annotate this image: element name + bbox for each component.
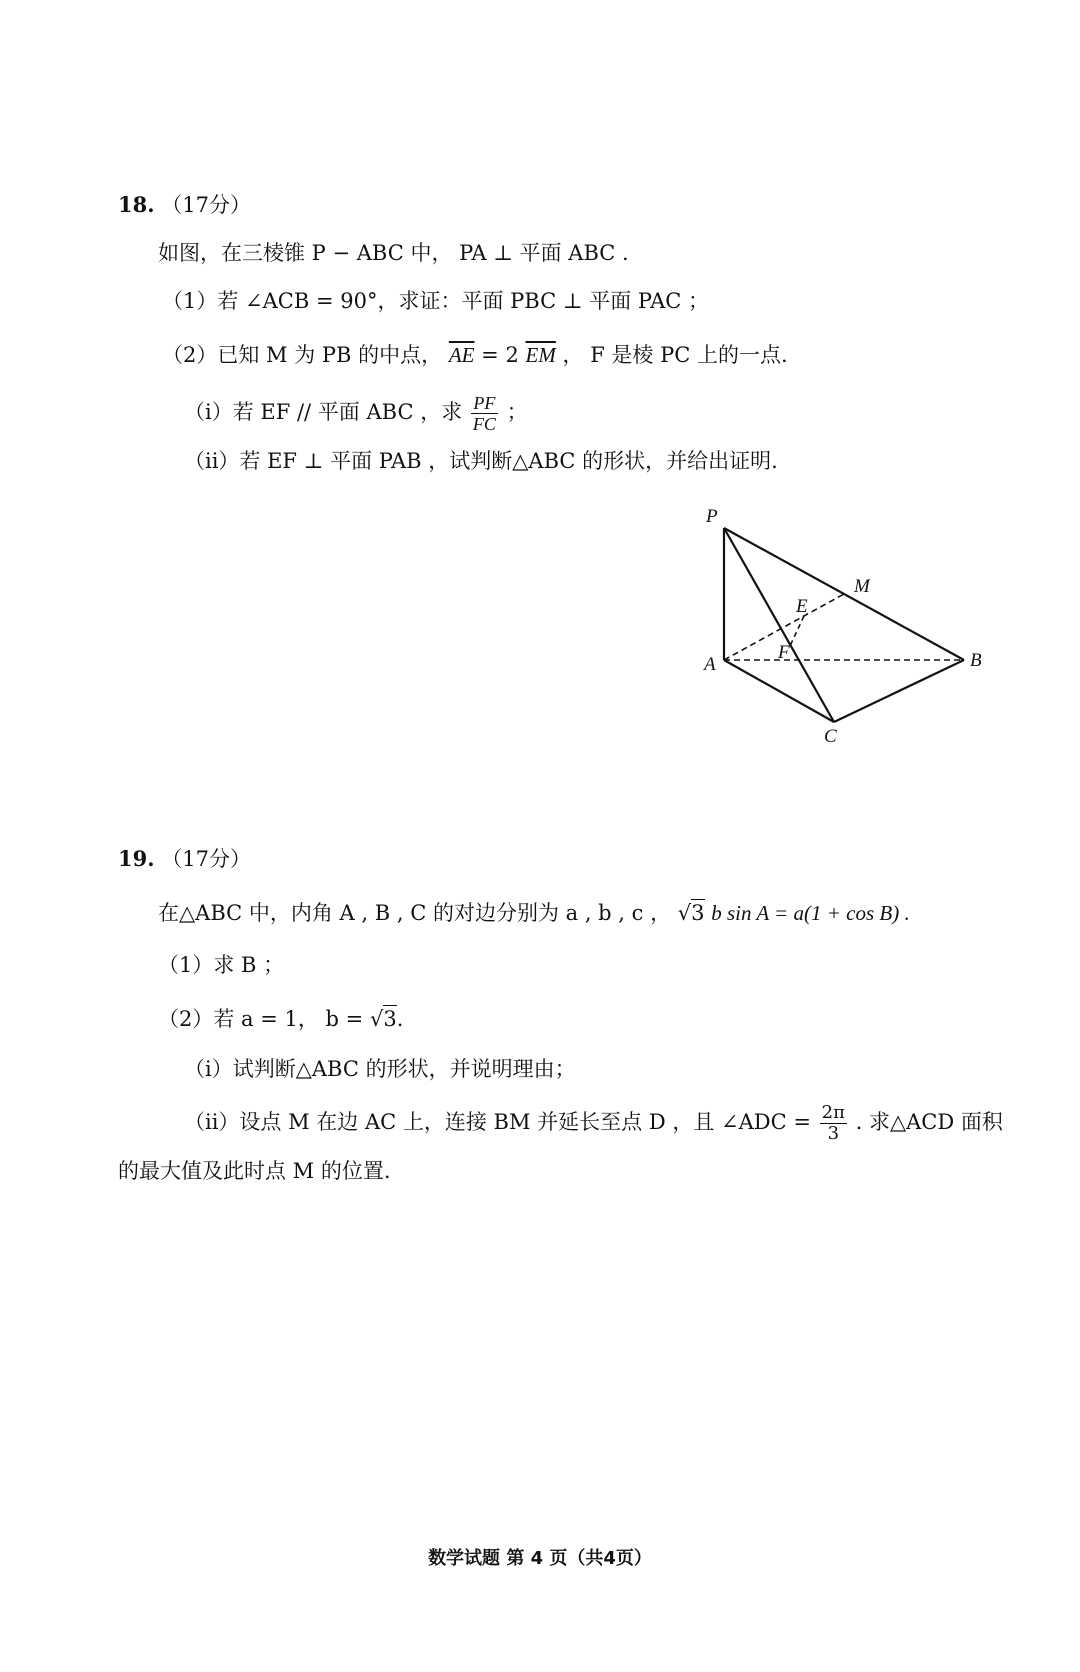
edge-bc <box>834 660 964 722</box>
q19-fraction-denominator: 3 <box>827 1123 840 1144</box>
label-f: F <box>778 642 790 663</box>
q19-part2-text-a: （2）若 a = 1， b = <box>158 1007 370 1031</box>
q19-header <box>118 844 251 874</box>
q19-score: （17分） <box>161 847 251 871</box>
q19-number: 19. <box>118 846 155 871</box>
q19-part2-sqrt-radicand: 3 <box>383 1007 397 1031</box>
q19-stem <box>158 898 910 928</box>
q19-part2ii-continued: 的最大值及此时点 M 的位置. <box>118 1159 391 1183</box>
q18-score: （17分） <box>161 193 251 217</box>
q18-vector-ae: $\overline{AE}$ <box>448 343 475 367</box>
q18-fraction-denominator: FC <box>472 414 496 434</box>
q18-part2ii: （ii）若 EF ⊥ 平面 PAB ，试判断△ABC 的形状，并给出证明. <box>184 449 778 473</box>
q18-part2 <box>162 340 788 370</box>
q18-part2i-text-b: ； <box>506 400 528 424</box>
q18-number: 18. <box>118 192 155 217</box>
q19-part2i: （i）试判断△ABC 的形状，并说明理由； <box>184 1057 576 1081</box>
label-b: B <box>970 650 982 671</box>
q18-part2i-text-a: （i）若 EF // 平面 ABC ，求 <box>184 400 463 424</box>
q19-sqrt-radicand: 3 <box>691 901 705 925</box>
page-footer: 数学试题 第 4 页（共4页） <box>428 1548 652 1569</box>
q19-part2ii-text-b: . 求△ACD 面积 <box>855 1110 1003 1134</box>
q19-fraction-numerator: 2π <box>821 1102 845 1123</box>
q18-part1: （1）若 ∠ACB = 90°，求证：平面 PBC ⊥ 平面 PAC ； <box>162 289 710 313</box>
q18-fraction-numerator: PF <box>471 393 498 414</box>
q18-part2i <box>184 390 528 434</box>
q18-part2-text-a: （2）已知 M 为 PB 的中点， <box>162 343 443 367</box>
q18-fraction-pf-fc <box>471 393 498 434</box>
q19-stem-equation: b sin A = a(1 + cos B) . <box>711 901 910 925</box>
label-c: C <box>824 726 837 747</box>
q18-header <box>118 190 251 220</box>
q19-part2-sqrt-sign: √ <box>369 1007 384 1031</box>
tetrahedron-figure <box>700 506 1000 760</box>
q18-vector-em: $\overline{EM}$ <box>525 343 556 367</box>
label-m: M <box>854 576 870 597</box>
q19-fraction-2pi-3 <box>820 1103 847 1144</box>
label-a: A <box>704 654 716 675</box>
q19-part2 <box>158 1004 403 1034</box>
q19-stem-text-a: 在△ABC 中，内角 A , B , C 的对边分别为 a , b , c ， <box>158 901 672 925</box>
q18-stem: 如图，在三棱锥 P − ABC 中， PA ⊥ 平面 ABC . <box>158 241 629 265</box>
q19-part2-text-b: . <box>396 1007 404 1031</box>
label-p: P <box>706 506 718 527</box>
q19-part1: （1）求 B ； <box>158 953 285 977</box>
q19-part2ii-text-a: （ii）设点 M 在边 AC 上，连接 BM 并延长至点 D ，且 ∠ADC = <box>184 1110 811 1134</box>
q19-part2ii <box>184 1100 1003 1144</box>
label-e: E <box>796 596 808 617</box>
q18-part2-eq: = 2 <box>481 343 519 367</box>
q19-sqrt-sign: √ <box>677 901 692 925</box>
q18-part2-text-b: ， F 是棱 PC 上的一点. <box>562 343 788 367</box>
